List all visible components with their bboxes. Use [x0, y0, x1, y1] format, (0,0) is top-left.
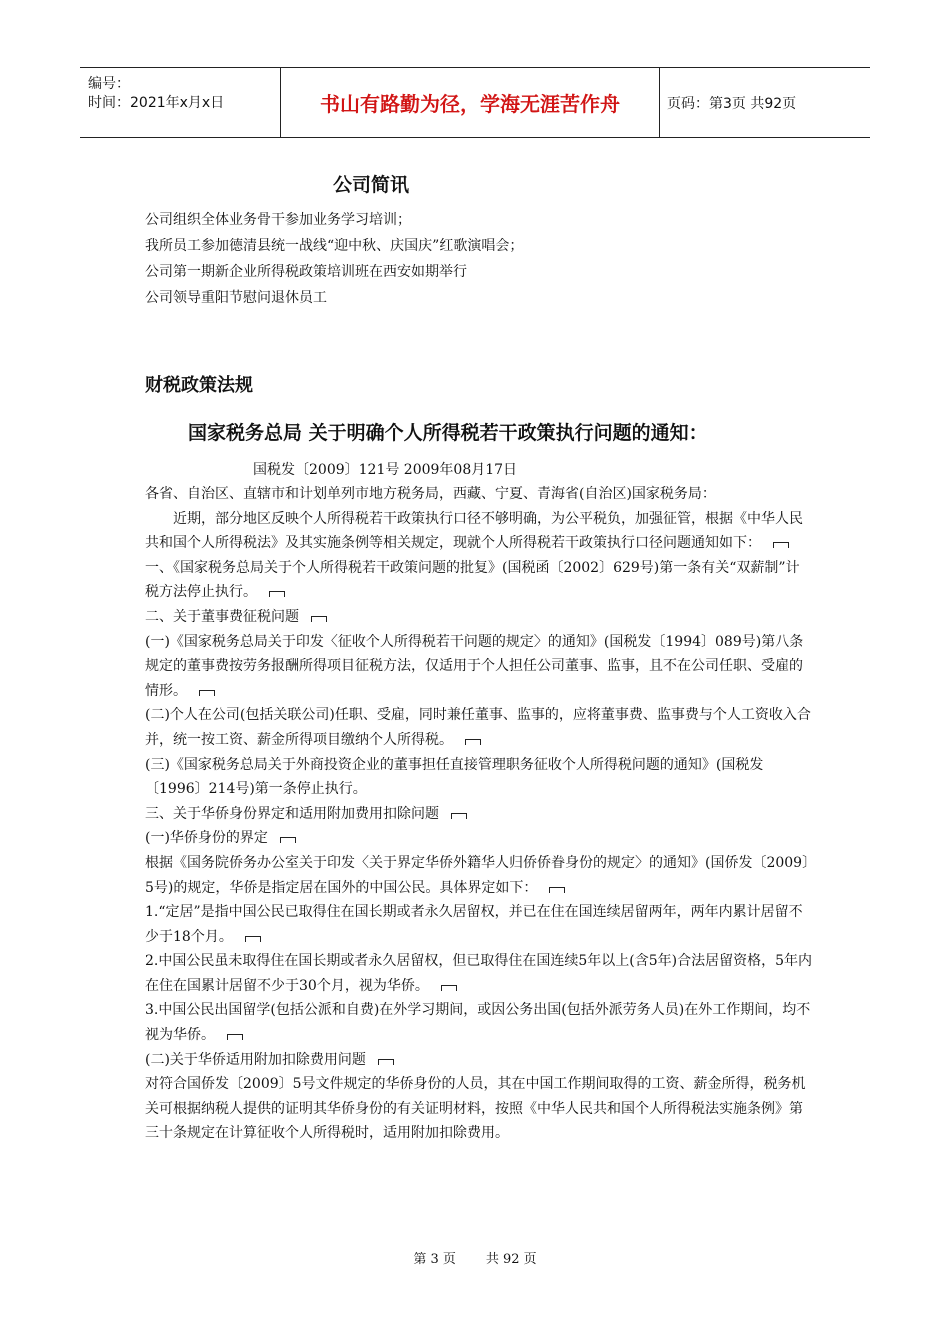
notice-body [145, 482, 813, 1146]
return-mark-icon [773, 542, 789, 548]
doc-number: 国税发〔2009〕121号 2009年08月17日 [253, 462, 518, 478]
news-list [145, 207, 523, 311]
page-footer [0, 1248, 950, 1267]
news-item: 公司领导重阳节慰问退休员工 [145, 290, 327, 306]
motto: 书山有路勤为径，学海无涯苦作舟 [281, 68, 660, 137]
paragraph: (二)关于华侨适用附加扣除费用问题 [145, 1048, 813, 1073]
return-mark-icon [227, 1034, 243, 1040]
paragraph: 1.“定居”是指中国公民已取得住在国长期或者永久居留权，并已在住在国连续居留两年，两年内累计居留不少于18个月。 [145, 904, 803, 945]
paragraph: (一)华侨身份的界定 [145, 826, 813, 851]
news-item: 公司组织全体业务骨干参加业务学习培训； [145, 212, 411, 228]
paragraph: (三)《国家税务总局关于外商投资企业的董事担任直接管理职务征收个人所得税问题的通知》(国税发〔1996〕214号)第一条停止执行。 [145, 756, 764, 798]
news-title: 公司简讯 [333, 174, 410, 196]
return-mark-icon [245, 936, 261, 942]
return-mark-icon [465, 739, 481, 745]
return-mark-icon [269, 591, 285, 597]
return-mark-icon [311, 616, 327, 622]
paragraph: 3.中国公民出国留学(包括公派和自费)在外学习期间，或因公务出国(包括外派劳务人员)在外工作期间，均不视为华侨。 [145, 1002, 811, 1044]
footer-page-number: 第 3 页 [413, 1252, 456, 1267]
paragraph: 根据《国务院侨务办公室关于印发〈关于界定华侨外籍华人归侨侨眷身份的规定〉的通知》(国侨发〔2009〕5号)的规定，华侨是指定居在国外的中国公民。具体界定如下： [145, 854, 810, 896]
news-item: 公司第一期新企业所得税政策培训班在西安如期举行 [145, 264, 467, 280]
footer-total-pages: 共 92 页 [485, 1252, 537, 1267]
paragraph: 各省、自治区、直辖市和计划单列市地方税务局，西藏、宁夏、青海省(自治区)国家税务局： [145, 486, 716, 502]
header-meta [80, 68, 281, 137]
paragraph: 对符合国侨发〔2009〕5号文件规定的华侨身份的人员，其在中国工作期间取得的工资、薪金所得，税务机关可根据纳税人提供的证明其华侨身份的有关证明材料，按照《中华人民共和国个人所得税法实施条例》第三十条规定在计算征收个人所得税时，适用附加扣除费用。 [145, 1076, 806, 1142]
notice-title: 国家税务总局 关于明确个人所得税若干政策执行问题的通知： [188, 422, 708, 444]
return-mark-icon [451, 813, 467, 819]
page-header [80, 67, 870, 138]
paragraph: (二)个人在公司(包括关联公司)任职、受雇，同时兼任董事、监事的，应将董事费、监事费与个人工资收入合并，统一按工资、薪金所得项目缴纳个人所得税。 [145, 707, 811, 748]
paragraph: 近期，部分地区反映个人所得税若干政策执行口径不够明确，为公平税负，加强征管，根据《中华人民共和国个人所得税法》及其实施条例等相关规定，现就个人所得税若干政策执行口径问题通知如下： [145, 510, 803, 552]
date-label: 时间：2021年x月x日 [88, 95, 225, 111]
return-mark-icon [378, 1059, 394, 1065]
paragraph: 一、《国家税务总局关于个人所得税若干政策问题的批复》(国税函〔2002〕629号)第一条有关“双薪制”计税方法停止执行。 [145, 559, 800, 601]
paragraph: 三、关于华侨身份界定和适用附加费用扣除问题 [145, 802, 813, 827]
return-mark-icon [280, 837, 296, 843]
return-mark-icon [199, 690, 215, 696]
paragraph: 二、关于董事费征税问题 [145, 605, 813, 630]
news-item: 我所员工参加德清县统一战线“迎中秋、庆国庆”红歌演唱会； [145, 238, 524, 254]
return-mark-icon [549, 887, 565, 893]
paragraph: 2.中国公民虽未取得住在国长期或者永久居留权，但已取得住在国连续5年以上(含5年)合法居留资格，5年内在住在国累计居留不少于30个月，视为华侨。 [145, 953, 813, 994]
return-mark-icon [441, 985, 457, 991]
policy-section-title: 财税政策法规 [145, 375, 253, 396]
number-label: 编号： [88, 76, 130, 92]
page-info: 页码：第3页 共92页 [667, 95, 797, 112]
paragraph: (一)《国家税务总局关于印发〈征收个人所得税若干问题的规定〉的通知》(国税发〔1994〕089号)第八条规定的董事费按劳务报酬所得项目征税方法，仅适用于个人担任公司董事、监事，且不在公司任职、受雇的情形。 [145, 633, 804, 699]
page-info-cell [660, 68, 870, 137]
